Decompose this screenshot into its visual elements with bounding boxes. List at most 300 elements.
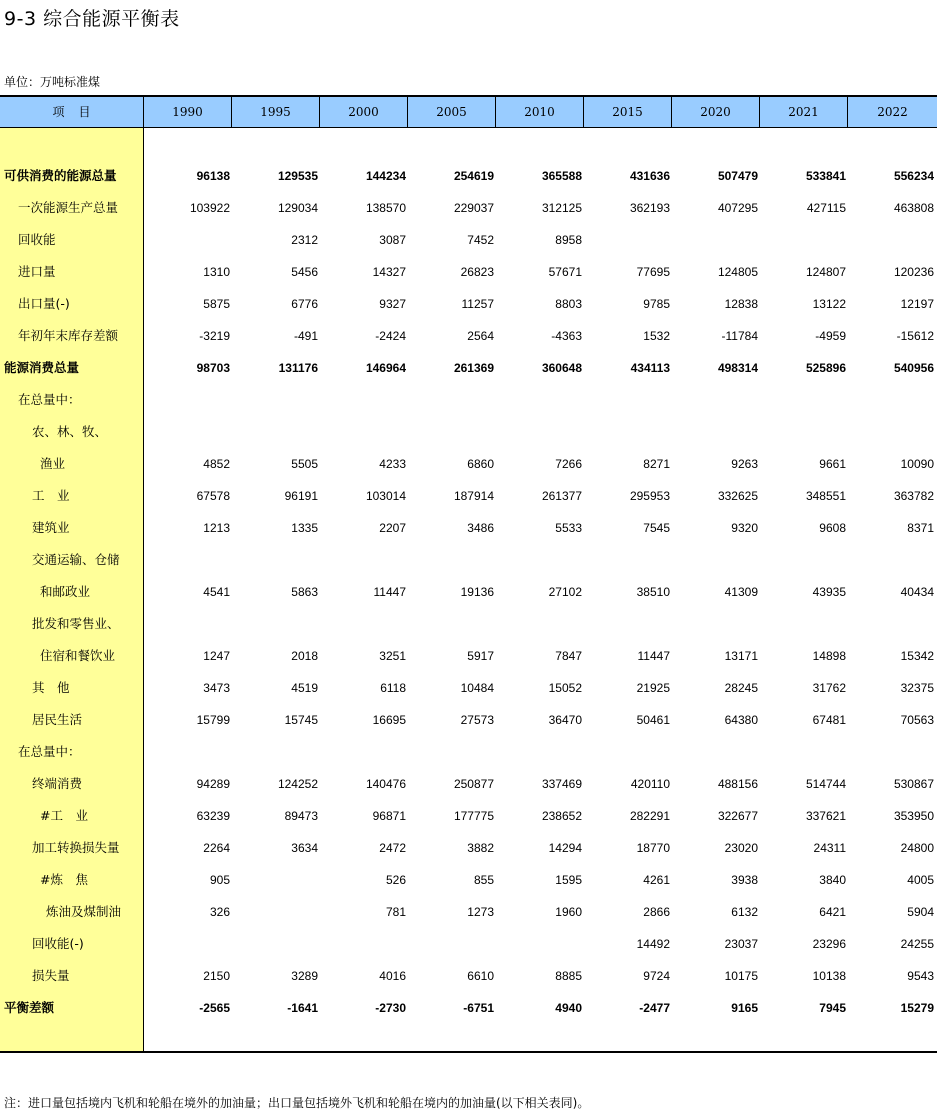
header-item: 项目 — [0, 97, 144, 127]
row-value — [674, 384, 758, 416]
row-value: 38510 — [636, 585, 670, 599]
row-value — [850, 384, 934, 416]
row-value — [850, 608, 934, 640]
table-header — [0, 97, 937, 128]
row-value: 57671 — [548, 265, 582, 279]
row-value: 5917 — [467, 649, 494, 663]
row-value: 103014 — [365, 489, 406, 503]
row-value — [586, 384, 670, 416]
row-value: 77695 — [636, 265, 670, 279]
row-value: 362193 — [629, 201, 670, 215]
row-value — [146, 224, 230, 256]
row-value: 1960 — [555, 905, 582, 919]
row-value: 11447 — [637, 649, 670, 663]
row-value: 12197 — [900, 297, 934, 311]
row-label: 终端消费 — [32, 776, 83, 791]
row-value: 2312 — [291, 233, 318, 247]
row-value: 326 — [209, 905, 230, 919]
row-value: 14327 — [372, 265, 406, 279]
row-value: 31762 — [812, 681, 846, 695]
row-value: 24255 — [900, 937, 934, 951]
row-value: 103922 — [189, 201, 230, 215]
row-value — [498, 608, 582, 640]
row-value: 36470 — [548, 713, 582, 727]
row-value: 4016 — [379, 969, 406, 983]
row-value: 5533 — [555, 521, 582, 535]
row-value: 261377 — [541, 489, 582, 503]
row-value — [410, 384, 494, 416]
row-value — [322, 608, 406, 640]
page-title: 9-3 综合能源平衡表 — [4, 8, 180, 30]
row-value: 9661 — [819, 457, 846, 471]
row-value — [674, 224, 758, 256]
row-value — [234, 384, 318, 416]
row-value: 2018 — [291, 649, 318, 663]
row-value: 41309 — [724, 585, 758, 599]
row-value: 1335 — [291, 521, 318, 535]
row-value: -15612 — [896, 329, 934, 343]
header-year: 2000 — [320, 97, 408, 127]
row-value: 2866 — [643, 905, 670, 919]
row-label: 一次能源生产总量 — [18, 200, 119, 215]
row-value — [234, 736, 318, 768]
table-row — [0, 768, 937, 800]
row-label: 加工转换损失量 — [32, 840, 120, 855]
row-label: 在总量中： — [18, 744, 81, 759]
row-value: -6751 — [463, 1001, 494, 1015]
table-row — [0, 864, 937, 896]
row-value: 530867 — [893, 777, 934, 791]
row-value — [234, 864, 318, 896]
row-value — [322, 416, 406, 448]
row-value — [674, 736, 758, 768]
row-value: 120236 — [893, 265, 934, 279]
row-value: 50461 — [636, 713, 670, 727]
row-value: 9320 — [731, 521, 758, 535]
row-value: 229037 — [453, 201, 494, 215]
row-value: 18770 — [636, 841, 670, 855]
row-value: 40434 — [900, 585, 934, 599]
row-value — [498, 736, 582, 768]
row-value: 5863 — [291, 585, 318, 599]
row-label: 进口量 — [18, 264, 56, 279]
row-value — [586, 736, 670, 768]
row-value: 21925 — [636, 681, 670, 695]
row-value: 1595 — [555, 873, 582, 887]
row-value: 5904 — [907, 905, 934, 919]
table-row — [0, 160, 937, 192]
table-row — [0, 704, 937, 736]
row-value: 9608 — [819, 521, 846, 535]
row-value: 187914 — [453, 489, 494, 503]
row-value: 129034 — [277, 201, 318, 215]
row-value — [762, 608, 846, 640]
row-value: -1641 — [287, 1001, 318, 1015]
row-value — [322, 384, 406, 416]
row-value — [234, 896, 318, 928]
row-value — [498, 384, 582, 416]
row-value: 19136 — [460, 585, 494, 599]
row-value: 4852 — [203, 457, 230, 471]
row-value: 3634 — [291, 841, 318, 855]
header-year: 2022 — [877, 105, 908, 119]
row-value: 6421 — [819, 905, 846, 919]
row-value: 3882 — [467, 841, 494, 855]
row-label: 渔业 — [40, 456, 66, 471]
row-value: 10484 — [460, 681, 494, 695]
row-value: 525896 — [805, 361, 846, 375]
row-value — [234, 544, 318, 576]
row-value: 124807 — [805, 265, 846, 279]
row-label: 能源消费总量 — [4, 360, 80, 375]
row-value: 8371 — [907, 521, 934, 535]
row-value — [146, 928, 230, 960]
row-value: 420110 — [630, 777, 670, 791]
table-row — [0, 512, 937, 544]
row-label: 炼油及煤制油 — [46, 904, 122, 919]
row-value: 540956 — [893, 361, 934, 375]
row-value: 129535 — [277, 169, 318, 183]
table-row — [0, 800, 937, 832]
row-value: 3938 — [731, 873, 758, 887]
row-value: 96138 — [196, 169, 230, 183]
row-value: 261369 — [453, 361, 494, 375]
header-year: 2020 — [672, 97, 760, 127]
row-value: 463808 — [893, 201, 934, 215]
row-value: 2150 — [203, 969, 230, 983]
row-value: 254619 — [453, 169, 494, 183]
footnote: 注：进口量包括境内飞机和轮船在境外的加油量；出口量包括境外飞机和轮船在境内的加油量(以下相关表同)。 — [4, 1096, 590, 1110]
row-value: 312125 — [541, 201, 582, 215]
row-value: 9165 — [731, 1001, 758, 1015]
row-value: -2730 — [375, 1001, 406, 1015]
row-value: 3473 — [203, 681, 230, 695]
row-value — [146, 608, 230, 640]
header-year: 2005 — [408, 97, 496, 127]
row-value — [146, 544, 230, 576]
row-label: #工 业 — [40, 808, 88, 823]
row-label: 农、林、牧、 — [32, 424, 108, 439]
row-label: 建筑业 — [32, 520, 70, 535]
row-value: 4005 — [907, 873, 934, 887]
row-value: 855 — [473, 873, 494, 887]
row-value — [674, 608, 758, 640]
row-value: -2424 — [375, 329, 406, 343]
row-value — [586, 416, 670, 448]
row-value: 15799 — [196, 713, 230, 727]
row-value: 32375 — [900, 681, 934, 695]
row-value: 5875 — [203, 297, 230, 311]
row-value: 138570 — [365, 201, 406, 215]
row-value — [498, 928, 582, 960]
row-value: 360648 — [541, 361, 582, 375]
row-value — [762, 224, 846, 256]
row-value: 498314 — [717, 361, 758, 375]
row-label: 住宿和餐饮业 — [40, 648, 116, 663]
row-value: 10138 — [812, 969, 846, 983]
row-value: 3289 — [291, 969, 318, 983]
table-row — [0, 576, 937, 608]
row-value: 332625 — [717, 489, 758, 503]
row-value: 14898 — [812, 649, 846, 663]
row-value: 9327 — [379, 297, 406, 311]
row-value — [234, 928, 318, 960]
row-label: 其 他 — [32, 680, 70, 695]
row-value: 11447 — [373, 585, 406, 599]
row-value: 9263 — [731, 457, 758, 471]
row-value — [586, 224, 670, 256]
row-label: 居民生活 — [32, 712, 83, 727]
table-row — [0, 352, 937, 384]
row-value: 64380 — [724, 713, 758, 727]
table-row — [0, 480, 937, 512]
table-row — [0, 992, 937, 1024]
row-value — [410, 416, 494, 448]
row-value — [762, 544, 846, 576]
row-value: 3251 — [379, 649, 406, 663]
row-value: 6118 — [380, 681, 406, 695]
row-value: 4940 — [555, 1001, 582, 1015]
row-label: 交通运输、仓储 — [32, 552, 120, 567]
row-value: 4233 — [379, 457, 406, 471]
row-value: 13171 — [724, 649, 758, 663]
row-value: 15745 — [284, 713, 318, 727]
table-row — [0, 320, 937, 352]
row-value — [234, 416, 318, 448]
table-row — [0, 384, 937, 416]
row-value: 427115 — [806, 201, 846, 215]
row-value: 26823 — [460, 265, 494, 279]
row-value: 15279 — [900, 1001, 934, 1015]
row-value: 431636 — [629, 169, 670, 183]
table-row — [0, 192, 937, 224]
row-label: 回收能 — [18, 232, 56, 247]
row-value: 1273 — [467, 905, 494, 919]
row-value: 67578 — [196, 489, 230, 503]
row-value — [586, 544, 670, 576]
row-value: 14492 — [636, 937, 670, 951]
row-value — [674, 416, 758, 448]
row-value: 9543 — [907, 969, 934, 983]
row-value: 11257 — [461, 297, 494, 311]
row-value: 28245 — [724, 681, 758, 695]
table-row — [0, 960, 937, 992]
row-value: 146964 — [365, 361, 406, 375]
row-value — [498, 544, 582, 576]
row-value: 8958 — [555, 233, 582, 247]
table-row — [0, 832, 937, 864]
row-value: 7266 — [555, 457, 582, 471]
row-value: 282291 — [629, 809, 670, 823]
energy-balance-table — [0, 95, 937, 1053]
row-value: 295953 — [629, 489, 670, 503]
table-row — [0, 896, 937, 928]
header-year: 1990 — [144, 97, 232, 127]
row-value: 9785 — [643, 297, 670, 311]
row-value: 6776 — [291, 297, 318, 311]
row-value: 526 — [385, 873, 406, 887]
row-value: 23296 — [812, 937, 846, 951]
row-label: 回收能(-) — [32, 936, 84, 951]
row-value: 363782 — [893, 489, 934, 503]
row-value: -4959 — [815, 329, 846, 343]
row-value — [850, 416, 934, 448]
row-value: 6610 — [467, 969, 494, 983]
row-value — [762, 736, 846, 768]
row-value: 1247 — [203, 649, 230, 663]
row-value: 10090 — [900, 457, 934, 471]
row-value: 2472 — [379, 841, 406, 855]
row-value: 434113 — [630, 361, 670, 375]
row-value: 23037 — [724, 937, 758, 951]
row-label: 平衡差额 — [4, 1000, 55, 1015]
row-value: 6860 — [467, 457, 494, 471]
row-value: 533841 — [805, 169, 846, 183]
row-value: 507479 — [717, 169, 758, 183]
row-value: -2477 — [639, 1001, 670, 1015]
row-value: 781 — [385, 905, 406, 919]
header-year: 2010 — [496, 97, 584, 127]
row-value: 10175 — [724, 969, 758, 983]
row-label: 年初年末库存差额 — [18, 328, 119, 343]
row-label: #炼 焦 — [40, 872, 88, 887]
row-value: 4541 — [203, 585, 230, 599]
row-value: 322677 — [717, 809, 758, 823]
row-value: 250877 — [453, 777, 494, 791]
row-value: 407295 — [717, 201, 758, 215]
row-value: 3486 — [467, 521, 494, 535]
row-value: 177775 — [453, 809, 494, 823]
row-value — [146, 384, 230, 416]
row-value: 1310 — [203, 265, 230, 279]
row-value: -3219 — [199, 329, 230, 343]
row-value: 905 — [209, 873, 230, 887]
table-row — [0, 640, 937, 672]
row-value: 6132 — [731, 905, 758, 919]
row-value: 353950 — [893, 809, 934, 823]
table-row — [0, 224, 937, 256]
row-value: 24800 — [900, 841, 934, 855]
row-value: 365588 — [541, 169, 582, 183]
row-value: 5505 — [291, 457, 318, 471]
row-value: 514744 — [805, 777, 846, 791]
row-value — [410, 608, 494, 640]
row-value: 8885 — [555, 969, 582, 983]
row-value: 2264 — [203, 841, 230, 855]
table-row — [0, 448, 937, 480]
table-row — [0, 288, 937, 320]
row-value: 7945 — [819, 1001, 846, 1015]
row-label: 工 业 — [32, 488, 70, 503]
row-value: 144234 — [365, 169, 406, 183]
table-row — [0, 416, 937, 448]
row-value: 7847 — [555, 649, 582, 663]
row-value: 348551 — [805, 489, 846, 503]
row-label: 和邮政业 — [40, 584, 91, 599]
row-value: 337469 — [541, 777, 582, 791]
table-row — [0, 608, 937, 640]
row-value — [146, 736, 230, 768]
row-value — [410, 928, 494, 960]
row-value — [850, 736, 934, 768]
row-value: 63239 — [196, 809, 230, 823]
row-value: 7452 — [467, 233, 494, 247]
row-value: 67481 — [812, 713, 846, 727]
table-row — [0, 544, 937, 576]
row-value: 9724 — [643, 969, 670, 983]
row-value: 337621 — [805, 809, 846, 823]
row-value: 98703 — [196, 361, 230, 375]
row-label: 出口量(-) — [18, 296, 70, 311]
row-value: 43935 — [812, 585, 846, 599]
row-value: -11784 — [721, 329, 758, 343]
table-row — [0, 672, 937, 704]
row-value: 23020 — [724, 841, 758, 855]
row-value: 1532 — [643, 329, 670, 343]
row-value: 96191 — [284, 489, 318, 503]
row-value — [410, 736, 494, 768]
row-value: 2207 — [379, 521, 406, 535]
row-label: 在总量中： — [18, 392, 81, 407]
row-label: 可供消费的能源总量 — [4, 168, 117, 183]
row-value: 124252 — [277, 777, 318, 791]
table-row — [0, 736, 937, 768]
unit-label: 单位：万吨标准煤 — [4, 75, 101, 89]
table-row — [0, 928, 937, 960]
row-value — [762, 416, 846, 448]
row-value: 1213 — [203, 521, 230, 535]
row-value: 13122 — [812, 297, 846, 311]
row-value: 16695 — [372, 713, 406, 727]
row-value — [850, 224, 934, 256]
row-value — [762, 384, 846, 416]
row-value — [322, 736, 406, 768]
row-value: -2565 — [199, 1001, 230, 1015]
row-label: 损失量 — [32, 968, 70, 983]
row-value: 4261 — [643, 873, 670, 887]
row-value — [498, 416, 582, 448]
row-value: 15342 — [900, 649, 934, 663]
row-value: -491 — [293, 329, 318, 343]
row-label: 批发和零售业、 — [32, 616, 120, 631]
row-value: 27102 — [548, 585, 582, 599]
row-value: -4363 — [551, 329, 582, 343]
row-value: 124805 — [717, 265, 758, 279]
header-year: 2015 — [584, 97, 672, 127]
row-value: 3840 — [819, 873, 846, 887]
row-value — [322, 928, 406, 960]
row-value: 238652 — [541, 809, 582, 823]
row-value — [850, 544, 934, 576]
row-value: 8803 — [555, 297, 582, 311]
row-value — [322, 544, 406, 576]
row-value: 7545 — [643, 521, 670, 535]
row-value — [234, 608, 318, 640]
row-value: 94289 — [196, 777, 230, 791]
row-value — [674, 544, 758, 576]
row-value: 12838 — [724, 297, 758, 311]
row-value: 131176 — [278, 361, 318, 375]
row-value — [146, 416, 230, 448]
row-value: 5456 — [291, 265, 318, 279]
row-value — [586, 608, 670, 640]
row-value: 2564 — [467, 329, 494, 343]
row-value: 4519 — [291, 681, 318, 695]
row-value: 14294 — [548, 841, 582, 855]
row-value: 8271 — [643, 457, 670, 471]
row-value: 3087 — [379, 233, 406, 247]
row-value: 140476 — [365, 777, 406, 791]
